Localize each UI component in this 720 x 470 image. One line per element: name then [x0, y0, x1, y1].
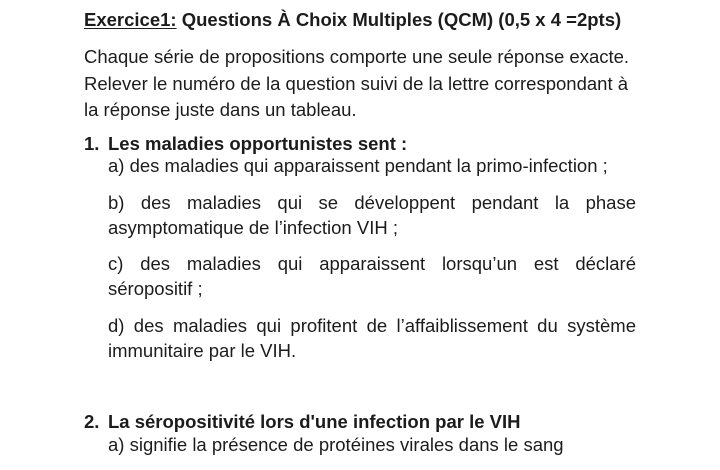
question-1-option-b: b) des maladies qui se développent pendant la phase asymptomatique de l’infection VIH ;: [108, 192, 636, 238]
exercise-title: [84, 7, 621, 33]
exercise-title-text: Questions À Choix Multiples (QCM) (0,5 x 4 =2pts): [176, 9, 622, 30]
question-1-option-c: c) des maladies qui apparaissent lorsqu’un est déclaré séropositif ;: [108, 253, 636, 299]
exercise-title-label: Exercice1:: [84, 9, 177, 30]
question-1-option-d: d) des maladies qui profitent de l’affaiblissement du système immunitaire par le VIH.: [108, 315, 636, 361]
question-stem: Les maladies opportunistes sent :: [108, 133, 408, 154]
question-2-option-a: a) signifie la présence de protéines virales dans le sang: [108, 434, 564, 455]
question-1-option-a: a) des maladies qui apparaissent pendant la primo-infection ;: [108, 155, 608, 176]
question-stem: La séropositivité lors d'une infection par le VIH: [108, 411, 521, 432]
exercise-instructions: Chaque série de propositions comporte une seule réponse exacte. Relever le numéro de la question suivi de la lettre correspondant à la réponse juste dans un tableau.: [84, 46, 630, 120]
question-number: 2.: [84, 411, 100, 432]
question-number: 1.: [84, 133, 100, 154]
